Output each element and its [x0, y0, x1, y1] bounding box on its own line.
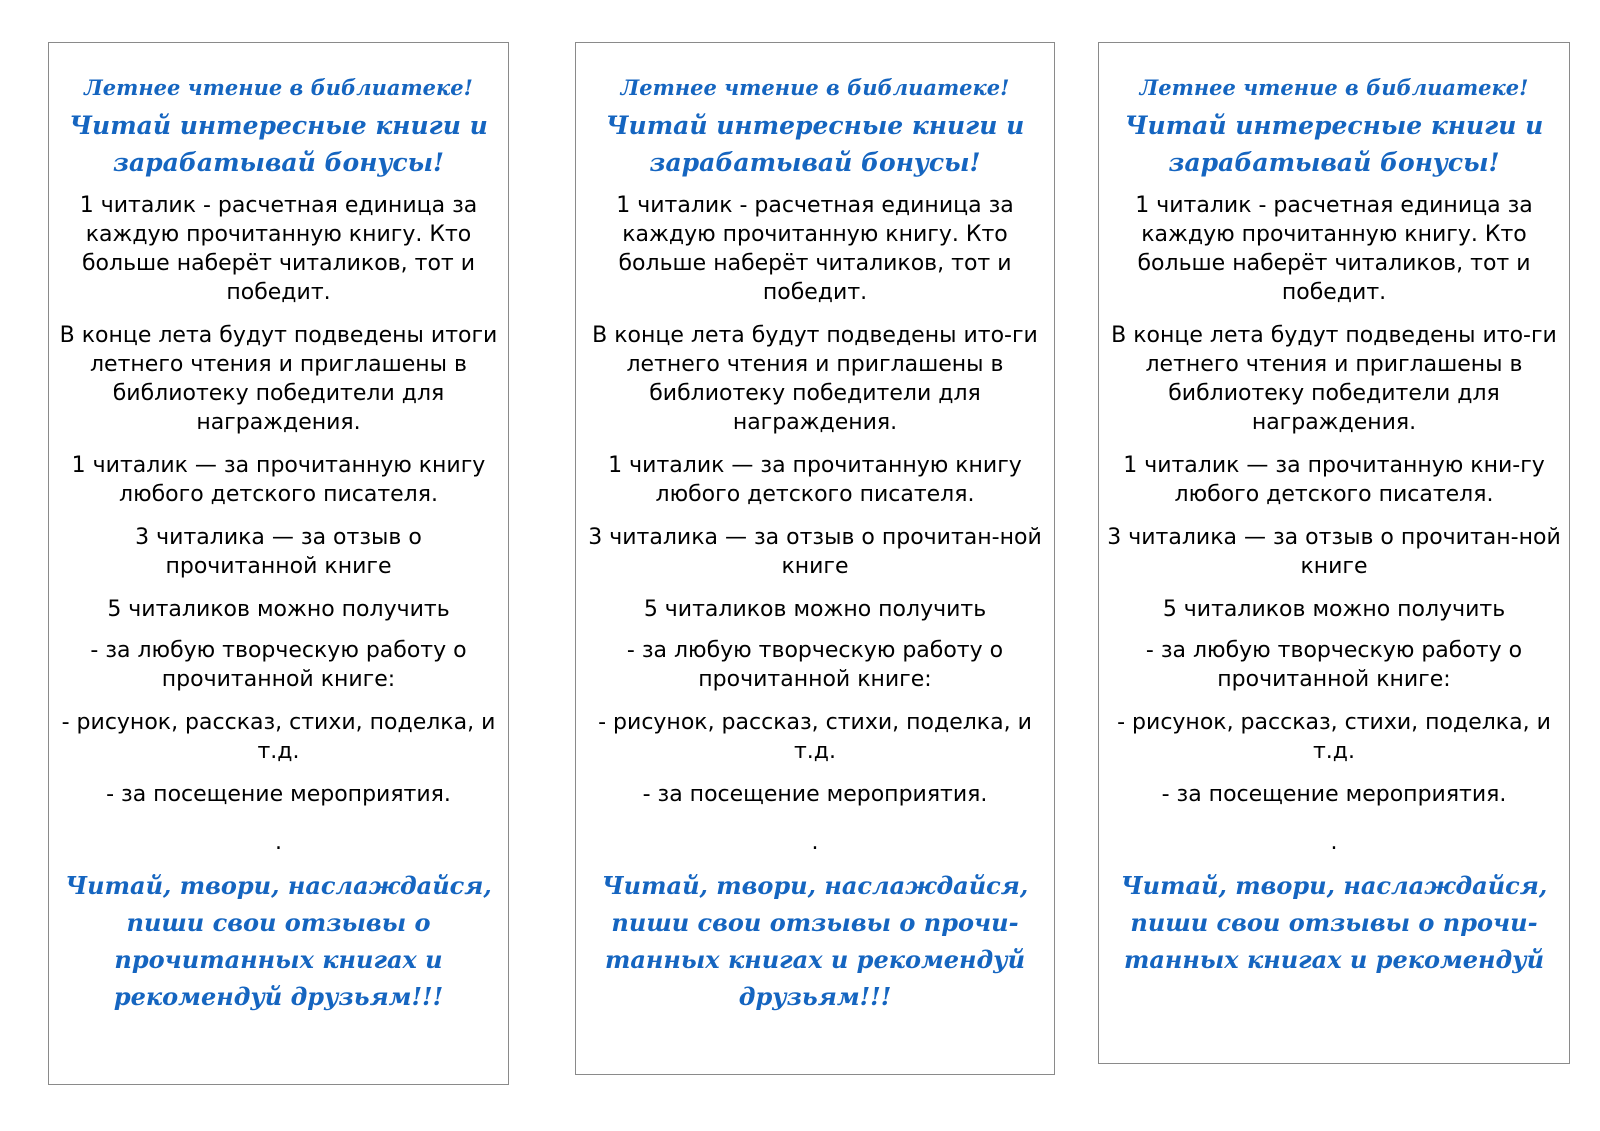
results-paragraph: В конце лета будут подведены ито-ги летнего чтения и приглашены в библиотеку победители для награждения.	[1111, 323, 1557, 435]
reward-five-paragraph: 5 читаликов можно получить	[643, 597, 987, 622]
card-subtitle: Летнее чтение в библиатеке!	[1139, 75, 1529, 100]
closing-slogan: Читай, твори, наслаждайся, пиши свои отзывы о прочитанных книгах и рекомендуй друзьям!!!	[65, 871, 492, 1011]
reward-book-paragraph: 1 читалик — за прочитанную книгу любого детского писателя.	[608, 453, 1022, 507]
separator-dot: .	[1330, 830, 1338, 855]
reward-five-paragraph: 5 читаликов можно получить	[107, 597, 450, 622]
reward-review-paragraph: 3 читалика — за отзыв о прочитанной книге	[135, 525, 422, 579]
rules-paragraph: 1 читалик - расчетная единица за каждую прочитанную книгу. Кто больше наберёт читаликов, тот и победит.	[1135, 193, 1533, 305]
creative-examples-paragraph: - рисунок, рассказ, стихи, поделка, и т.д.	[61, 710, 496, 764]
card-title: Читай интересные книги и зарабатывай бонусы!	[69, 111, 488, 177]
card-subtitle: Летнее чтение в библиатеке!	[620, 75, 1010, 100]
reward-review-paragraph: 3 читалика — за отзыв о прочитан-ной книге	[1107, 525, 1561, 579]
bookmark-card-3	[1098, 42, 1570, 1064]
creative-examples-paragraph: - рисунок, рассказ, стихи, поделка, и т.д.	[598, 710, 1032, 764]
event-paragraph: - за посещение мероприятия.	[642, 782, 988, 807]
separator-dot: .	[275, 830, 282, 855]
reward-book-paragraph: 1 читалик — за прочитанную книгу любого детского писателя.	[71, 453, 486, 507]
card-title: Читай интересные книги и зарабатывай бонусы!	[1124, 111, 1544, 177]
card-title: Читай интересные книги и зарабатывай бонусы!	[605, 111, 1025, 177]
reward-five-paragraph: 5 читаликов можно получить	[1162, 597, 1506, 622]
card-subtitle: Летнее чтение в библиатеке!	[84, 75, 473, 100]
reward-book-paragraph: 1 читалик — за прочитанную кни-гу любого детского писателя.	[1123, 453, 1545, 507]
rules-paragraph: 1 читалик - расчетная единица за каждую прочитанную книгу. Кто больше наберёт читаликов, тот и победит.	[79, 193, 478, 305]
reward-review-paragraph: 3 читалика — за отзыв о прочитан-ной книге	[588, 525, 1042, 579]
creative-work-paragraph: - за любую творческую работу о прочитанной книге:	[1145, 638, 1523, 692]
results-paragraph: В конце лета будут подведены ито-ги летнего чтения и приглашены в библиотеку победители для награждения.	[592, 323, 1038, 435]
closing-slogan: Читай, твори, наслаждайся, пиши свои отзывы о прочи-танных книгах и рекомендуй друзьям!!!	[601, 871, 1029, 1011]
event-paragraph: - за посещение мероприятия.	[1161, 782, 1507, 807]
creative-work-paragraph: - за любую творческую работу о прочитанной книге:	[90, 638, 467, 692]
creative-examples-paragraph: - рисунок, рассказ, стихи, поделка, и т.д.	[1117, 710, 1551, 764]
event-paragraph: - за посещение мероприятия.	[106, 782, 451, 807]
bookmark-card-2	[575, 42, 1055, 1075]
results-paragraph: В конце лета будут подведены итоги летнего чтения и приглашены в библиотеку победители для награждения.	[59, 323, 498, 435]
separator-dot: .	[811, 830, 819, 855]
bookmark-card-1	[48, 42, 509, 1085]
creative-work-paragraph: - за любую творческую работу о прочитанной книге:	[626, 638, 1004, 692]
rules-paragraph: 1 читалик - расчетная единица за каждую прочитанную книгу. Кто больше наберёт читаликов, тот и победит.	[616, 193, 1014, 305]
closing-slogan: Читай, твори, наслаждайся, пиши свои отзывы о прочи-танных книгах и рекомендуй	[1120, 871, 1548, 974]
